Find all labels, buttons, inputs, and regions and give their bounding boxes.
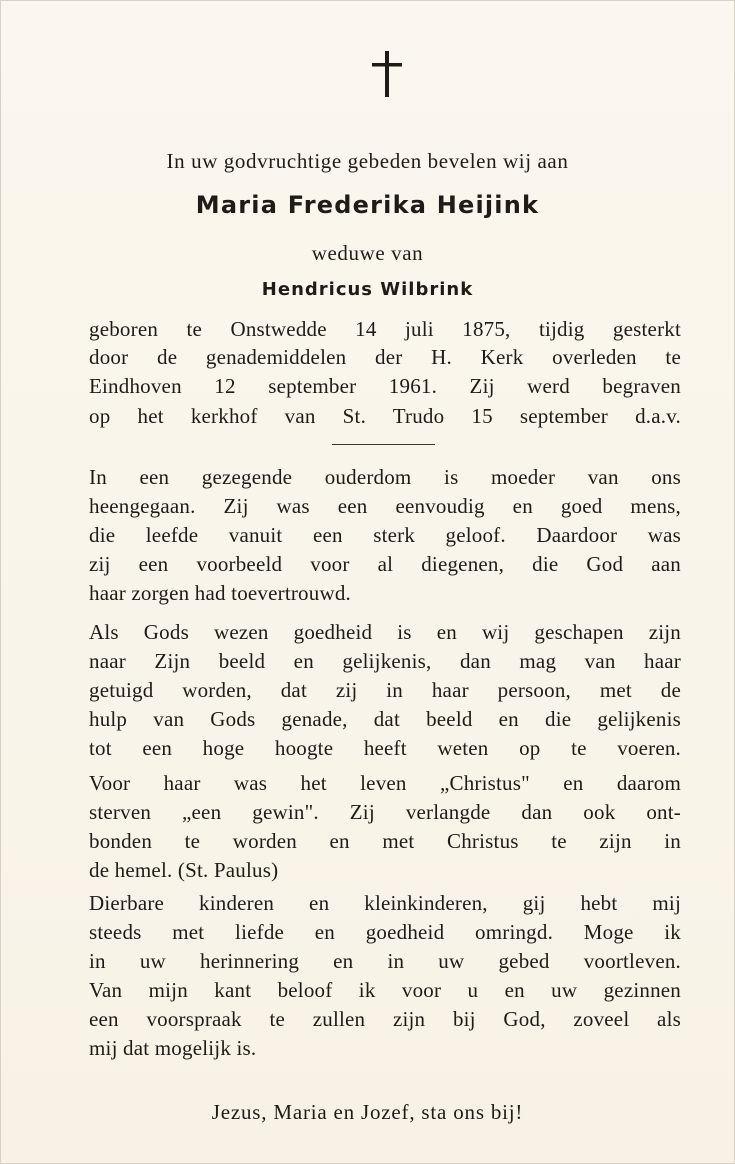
paragraph-line: heengegaan. Zij was een eenvoudig en goed mens, [89,494,681,518]
biography-line: Eindhoven 12 september 1961. Zij werd begraven [89,374,681,398]
paragraph-line: tot een hoge hoogte heeft weten op te voeren. [89,736,681,760]
paragraph-line: die leefde vanuit een sterk geloof. Daardoor was [89,523,681,547]
paragraph-line: In een gezegende ouderdom is moeder van ons [89,465,681,489]
paragraph-line: Als Gods wezen goedheid is en wij geschapen zijn [89,620,681,644]
paragraph-line: zij een voorbeeld voor al diegenen, die God aan [89,552,681,576]
paragraph-line: bonden te worden en met Christus te zijn in [89,829,681,853]
paragraph-line: in uw herinnering en in uw gebed voortleven. [89,949,681,973]
intro-text: In uw godvruchtige gebeden bevelen wij aan [166,149,569,173]
biography-line: op het kerkhof van St. Trudo 15 september d.a.v. [89,404,681,428]
paragraph-line: een voorspraak te zullen zijn bij God, zoveel als [89,1007,681,1031]
paragraph-line: steeds met liefde en goedheid omringd. Moge ik [89,920,681,944]
paragraph-line: mij dat mogelijk is. [89,1036,257,1060]
divider [332,444,435,445]
closing-prayer: Jezus, Maria en Jozef, sta ons bij! [211,1100,524,1124]
paragraph-line: de hemel. (St. Paulus) [89,858,279,882]
paragraph-line: naar Zijn beeld en gelijkenis, dan mag van haar [89,649,681,673]
biography-line: door de genademiddelen der H. Kerk overleden te [89,345,681,369]
biography-line: geboren te Onstwedde 14 juli 1875, tijdig gesterkt [89,317,681,341]
paragraph-line: getuigd worden, dat zij in haar persoon, met de [89,678,681,702]
widow-phrase: weduwe van [311,241,424,265]
paragraph-line: haar zorgen had toevertrouwd. [89,581,351,605]
paragraph-line: sterven „een gewin". Zij verlangde dan ook ont- [89,800,681,824]
deceased-name: Maria Frederika Heijink [195,191,540,219]
paragraph-line: Van mijn kant beloof ik voor u en uw gezinnen [89,978,681,1002]
husband-name: Hendricus Wilbrink [261,279,474,300]
paragraph-line: Voor haar was het leven „Christus" en daarom [89,771,681,795]
paragraph-line: hulp van Gods genade, dat beeld en die gelijkenis [89,707,681,731]
cross-icon [370,51,404,97]
paragraph-line: Dierbare kinderen en kleinkinderen, gij hebt mij [89,891,681,915]
